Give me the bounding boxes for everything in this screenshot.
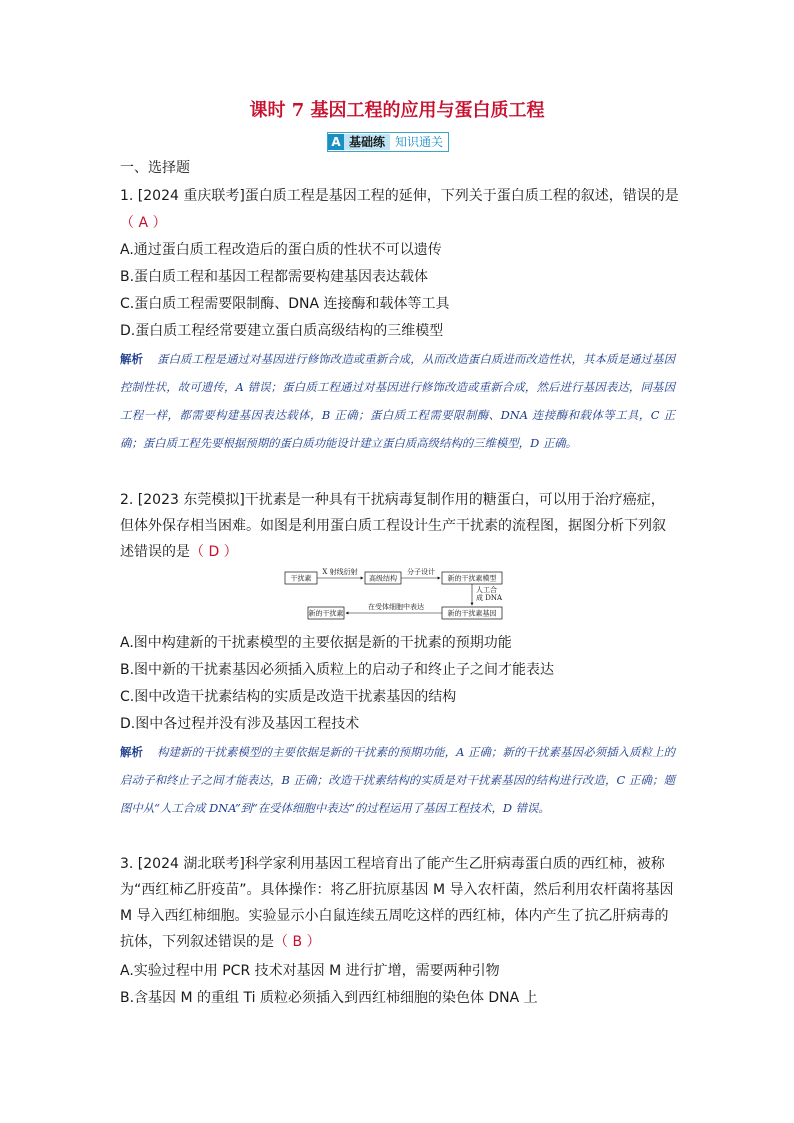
q3-answer: （ B ） xyxy=(274,934,321,950)
interferon-flowchart xyxy=(284,566,524,626)
page-title: 课时 7 基因工程的应用与蛋白质工程 xyxy=(249,100,545,121)
flow-label-synth-b: 成 DNA xyxy=(476,594,503,602)
q1-option-b: B.蛋白质工程和基因工程都需要构建基因表达载体 xyxy=(120,269,429,285)
q1-stem: 1. [2024 重庆联考]蛋白质工程是基因工程的延伸，下列关于蛋白质工程的叙述，错误的是 xyxy=(120,188,679,204)
q3-stem xyxy=(120,851,676,955)
flow-label-synth-a: 人工合 xyxy=(476,586,497,594)
flow-text-interferon: 干扰素 xyxy=(290,574,312,583)
q3-stem-text: 3. [2024 湖北联考]科学家利用基因工程培育出了能产生乙肝病毒蛋白质的西红柿，被称为“西红柿乙肝疫苗”。具体操作：将乙肝抗原基因 M 导入农杆菌，然后利用农杆菌将基因 M 导入西红柿细胞。实验显示小白鼠连续五周吃这样的西红柿，体内产生了抗乙肝病毒的抗体，下列叙述错误的是 xyxy=(120,856,674,950)
q2-option-c: C.图中改造干扰素结构的实质是改造干扰素基因的结构 xyxy=(120,689,457,705)
q2-explanation xyxy=(120,738,675,822)
q1-explanation-label: 解析 xyxy=(120,352,144,366)
q2-explanation-label: 解析 xyxy=(120,745,144,759)
q1-option-d: D.蛋白质工程经常要建立蛋白质高级结构的三维模型 xyxy=(120,323,444,339)
flow-text-gene: 新的干扰素基因 xyxy=(447,609,497,618)
q2-explanation-text: 构建新的干扰素模型的主要依据是新的干扰素的预期功能，A 正确；新的干扰素基因必须插入质粒上的启动子和终止子之间才能表达，B 正确；改造干扰素结构的实质是对干扰素基因的结构进行改造，C 正确；题图中从“人工合成 DNA”到“在受体细胞中表达”的过程运用了基因工程技术，D 错误。 xyxy=(120,745,675,815)
q1-answer: （ A ） xyxy=(120,215,167,231)
section-heading: 一、选择题 xyxy=(120,160,190,176)
q2-option-d: D.图中各过程并没有涉及基因工程技术 xyxy=(120,716,360,732)
flow-label-design: 分子设计 xyxy=(407,568,435,576)
q1-option-a: A.通过蛋白质工程改造后的蛋白质的性状不可以遗传 xyxy=(120,242,442,258)
flow-text-structure: 高级结构 xyxy=(369,574,397,583)
flow-label-express: 在受体细胞中表达 xyxy=(368,603,424,611)
q2-stem xyxy=(120,487,676,565)
q3-option-b: B.含基因 M 的重组 Ti 质粒必须插入到西红柿细胞的染色体 DNA 上 xyxy=(120,990,538,1006)
flow-text-new-interferon: 新的干扰素 xyxy=(308,609,344,618)
badge-level: 基础练 xyxy=(344,134,390,150)
flow-label-xray: X 射线衍射 xyxy=(322,568,358,576)
q2-stem-text: 2. [2023 东莞模拟]干扰素是一种具有干扰病毒复制作用的糖蛋白，可以用于治疗癌症，但体外保存相当困难。如图是利用蛋白质工程设计生产干扰素的流程图，据图分析下列叙述错误的是 xyxy=(120,492,666,560)
q1-explanation-text: 蛋白质工程是通过对基因进行修饰改造或重新合成，从而改造蛋白质进而改造性状，其本质是通过基因控制性状，故可遗传，A 错误；蛋白质工程通过对基因进行修饰改造或重新合成，然后进行基因表达，同基因工程一样，都需要构建基因表达载体，B 正确；蛋白质工程需要限制酶、DNA 连接酶和载体等工具，C 正确；蛋白质工程先要根据预期的蛋白质功能设计建立蛋白质高级结构的三维模型，D 正确。 xyxy=(120,352,675,450)
badge-letter: A xyxy=(328,134,344,150)
flow-text-model: 新的干扰素模型 xyxy=(447,574,497,583)
q2-option-b: B.图中新的干扰素基因必须插入质粒上的启动子和终止子之间才能表达 xyxy=(120,662,555,678)
q1-option-c: C.蛋白质工程需要限制酶、DNA 连接酶和载体等工具 xyxy=(120,296,450,312)
q3-option-a: A.实验过程中用 PCR 技术对基因 M 进行扩增，需要两种引物 xyxy=(120,963,500,979)
badge-tag: 知识通关 xyxy=(390,134,448,150)
q2-option-a: A.图中构建新的干扰素模型的主要依据是新的干扰素的预期功能 xyxy=(120,635,512,651)
q1-explanation xyxy=(120,345,675,457)
q2-answer: （ D ） xyxy=(190,544,238,560)
level-badge xyxy=(327,132,449,152)
